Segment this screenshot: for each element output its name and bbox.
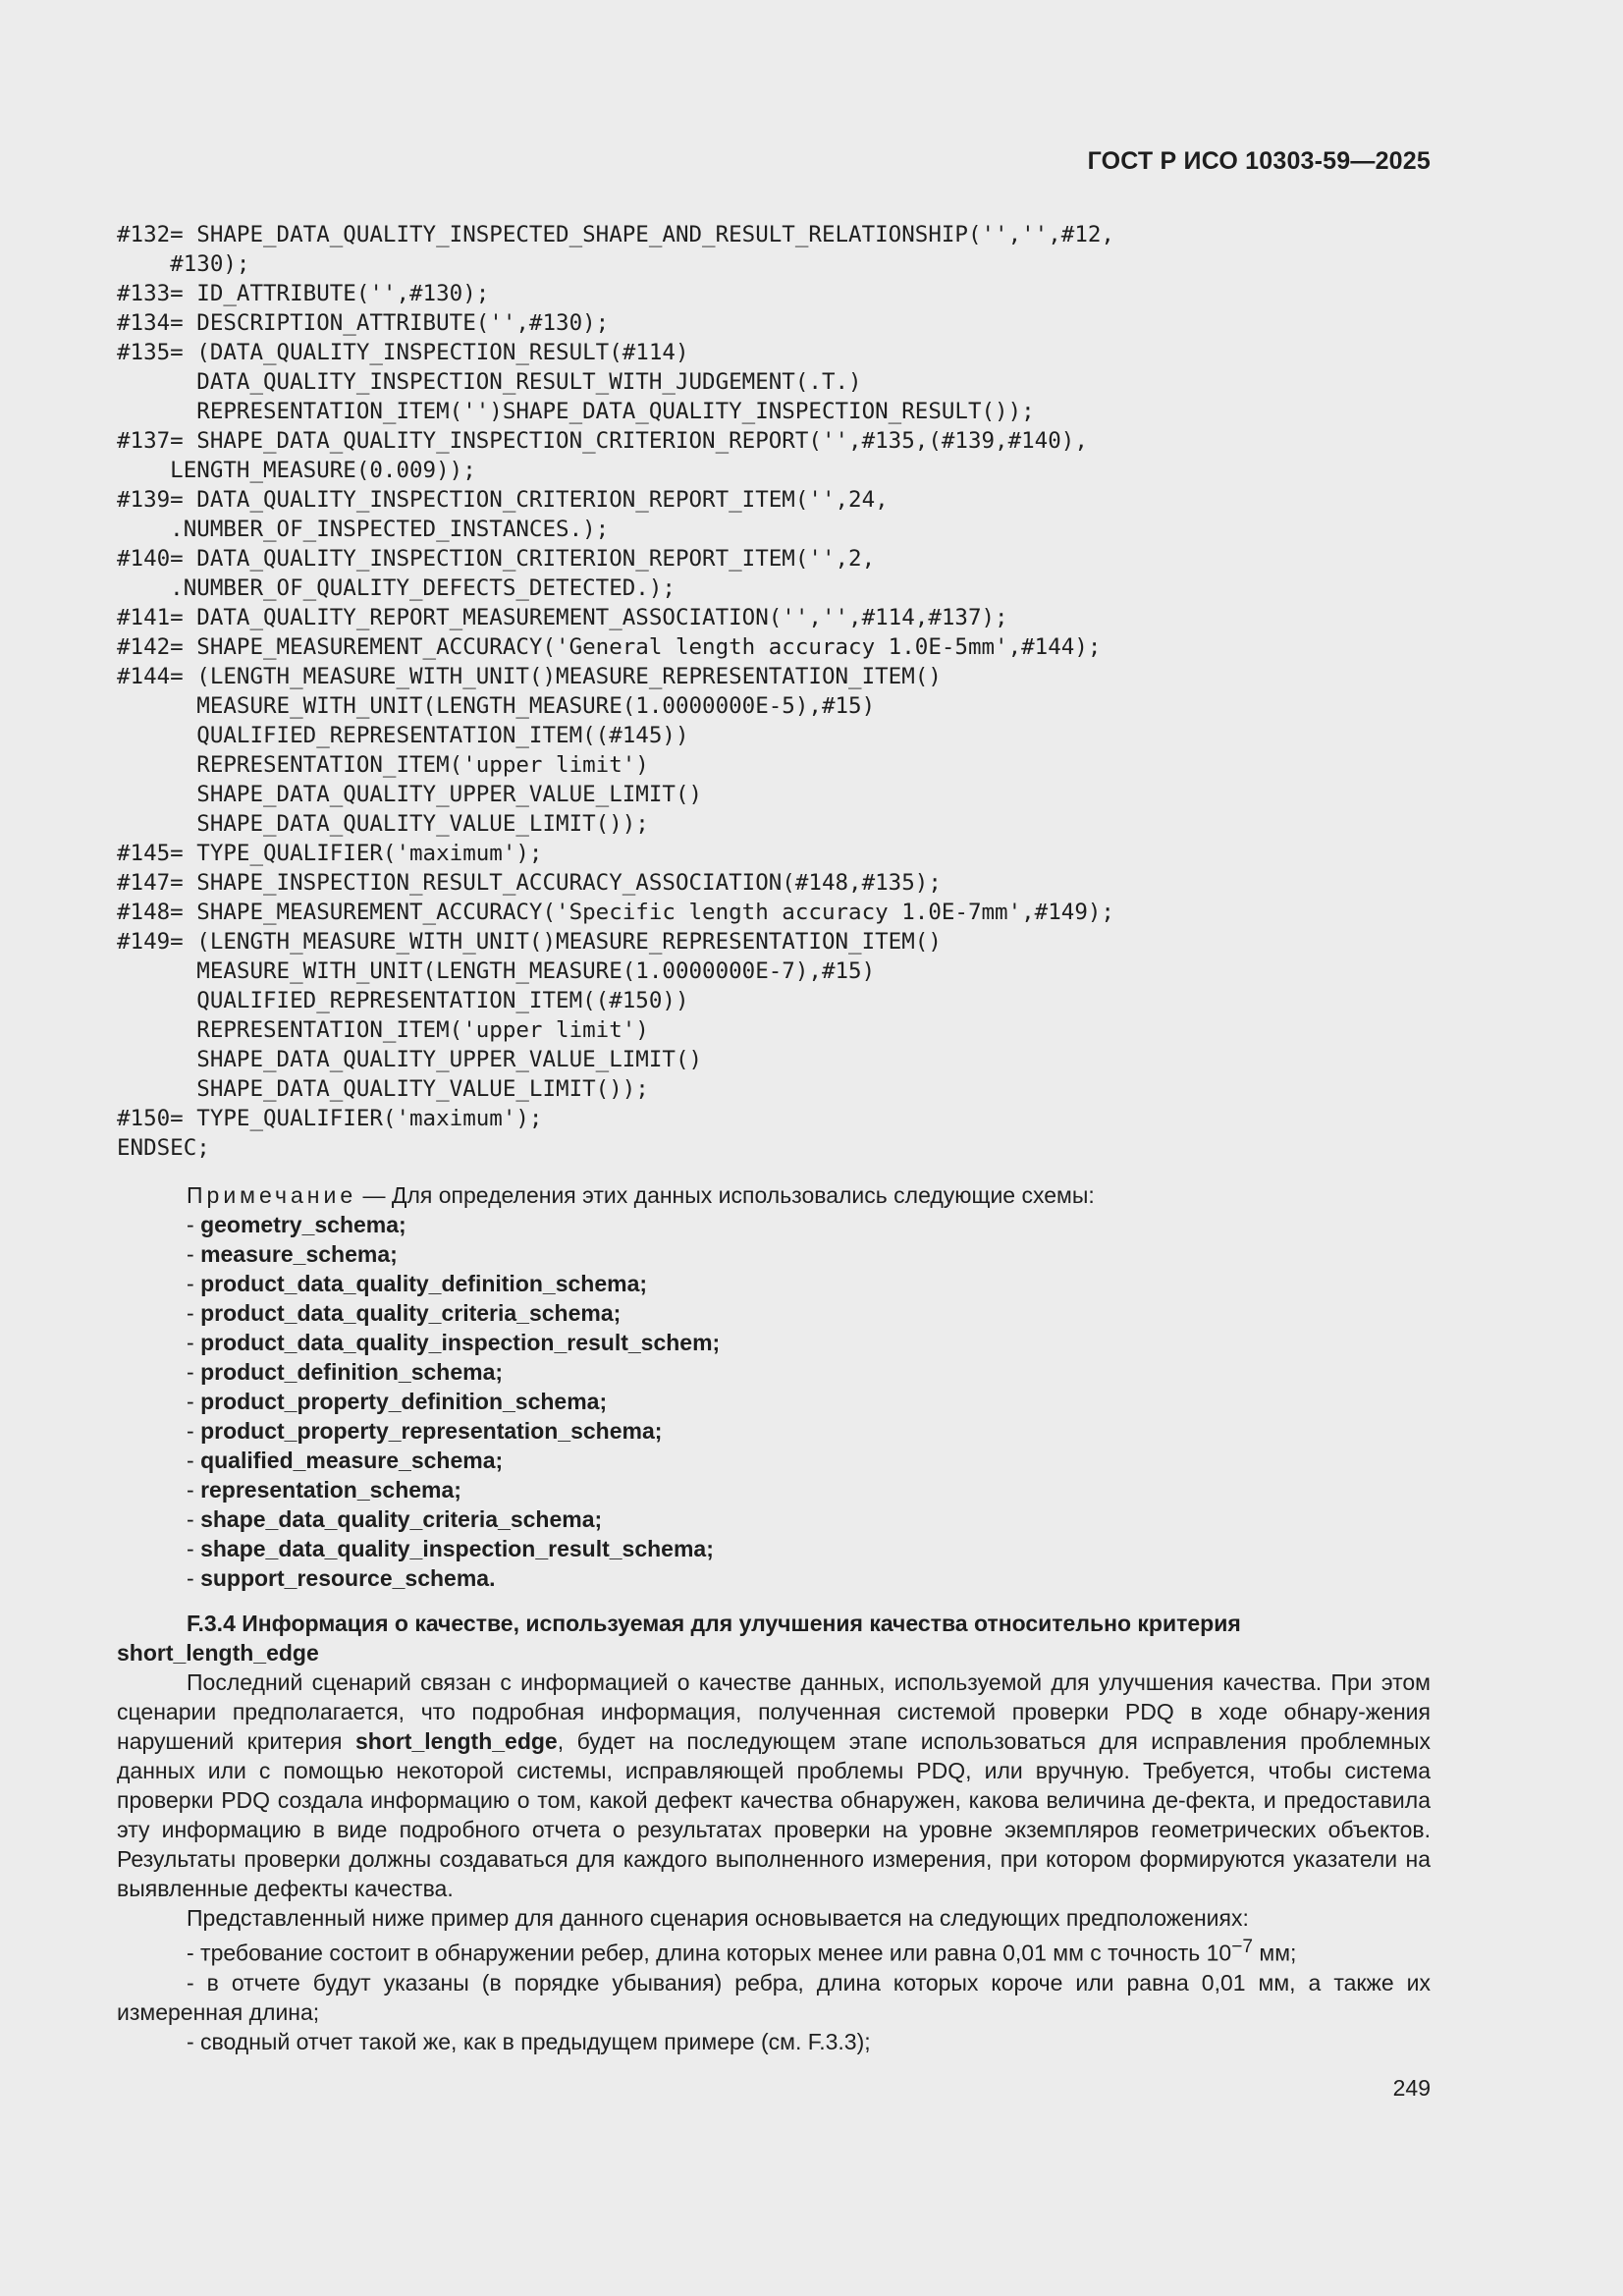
code-line: DATA_QUALITY_INSPECTION_RESULT_WITH_JUDGEMENT(.T.) <box>117 369 862 395</box>
schema-name: product_property_definition_schema; <box>200 1389 608 1414</box>
note-label: Примечание <box>187 1182 357 1208</box>
schema-name: product_data_quality_inspection_result_schem; <box>200 1330 721 1355</box>
code-line: #133= ID_ATTRIBUTE('',#130); <box>117 281 490 306</box>
assumption-text: мм; <box>1253 1940 1297 1966</box>
code-line: QUALIFIED_REPRESENTATION_ITEM((#150)) <box>117 988 689 1013</box>
code-line: #135= (DATA_QUALITY_INSPECTION_RESULT(#114) <box>117 340 689 365</box>
code-line: REPRESENTATION_ITEM('upper limit') <box>117 1017 649 1043</box>
section-f-3-4 <box>117 1609 1431 2056</box>
schema-list-item: - qualified_measure_schema; <box>187 1448 504 1473</box>
code-line: #130); <box>117 251 250 277</box>
code-line: #144= (LENGTH_MEASURE_WITH_UNIT()MEASURE_REPRESENTATION_ITEM() <box>117 664 942 689</box>
code-line: QUALIFIED_REPRESENTATION_ITEM((#145)) <box>117 723 689 748</box>
schema-list-item: - measure_schema; <box>187 1241 398 1267</box>
code-line: #149= (LENGTH_MEASURE_WITH_UNIT()MEASURE_REPRESENTATION_ITEM() <box>117 929 942 955</box>
code-line: #147= SHAPE_INSPECTION_RESULT_ACCURACY_ASSOCIATION(#148,#135); <box>117 870 942 896</box>
schema-list-item: - product_property_representation_schema; <box>187 1418 663 1444</box>
code-line: #137= SHAPE_DATA_QUALITY_INSPECTION_CRITERION_REPORT('',#135,(#139,#140), <box>117 428 1088 454</box>
paragraph-text: Последний сценарий связан с информацией о качестве данных, используемой для улучшения качества. При этом сценарии предполагается, что подробная информация, полученная системой проверки PDQ в ходе обнару-жения нарушений критерия <box>117 1669 1431 1754</box>
code-line: REPRESENTATION_ITEM('upper limit') <box>117 752 649 778</box>
step-file-code-listing <box>117 220 1114 1163</box>
schema-name: product_data_quality_criteria_schema; <box>200 1300 622 1326</box>
note-block <box>187 1180 1095 1593</box>
criterion-name: short_length_edge <box>354 1728 558 1754</box>
code-line: #139= DATA_QUALITY_INSPECTION_CRITERION_REPORT_ITEM('',24, <box>117 487 889 513</box>
section-title: F.3.4 Информация о качестве, используемая для улучшения качества относительно критерия short_length_edge <box>117 1611 1241 1666</box>
note-heading <box>187 1180 1095 1210</box>
schema-name: product_definition_schema; <box>200 1359 504 1385</box>
schema-list-item: - product_definition_schema; <box>187 1359 504 1385</box>
section-paragraph-2: Представленный ниже пример для данного сценария основывается на следующих предположениях: <box>187 1905 1249 1931</box>
code-line: SHAPE_DATA_QUALITY_UPPER_VALUE_LIMIT() <box>117 1047 703 1072</box>
code-line: .NUMBER_OF_QUALITY_DEFECTS_DETECTED.); <box>117 575 676 601</box>
schema-list-item: - product_data_quality_definition_schema; <box>187 1271 648 1296</box>
exponent: −7 <box>1231 1937 1254 1957</box>
schema-name: geometry_schema; <box>200 1212 406 1237</box>
assumption-text: - требование состоит в обнаружении ребер, длина которых менее или равна 0,01 мм с точность 10 <box>187 1940 1232 1966</box>
schema-name: representation_schema; <box>200 1477 461 1503</box>
assumption-item-3: - сводный отчет такой же, как в предыдущем примере (см. F.3.3); <box>187 2028 871 2054</box>
code-line: #150= TYPE_QUALIFIER('maximum'); <box>117 1106 543 1131</box>
schema-list-item: - product_data_quality_inspection_result_schem; <box>187 1330 721 1355</box>
schema-list-item: - product_data_quality_criteria_schema; <box>187 1300 622 1326</box>
schema-list-item: - product_property_definition_schema; <box>187 1389 608 1414</box>
page-number: 249 <box>1392 2075 1431 2101</box>
schema-list-item: - shape_data_quality_criteria_schema; <box>187 1506 603 1532</box>
document-header: ГОСТ Р ИСО 10303-59—2025 <box>1087 147 1431 175</box>
assumption-item-2: - в отчете будут указаны (в порядке убывания) ребра, длина которых короче или равна 0,01 мм, а также их измеренная длина; <box>117 1969 1431 2025</box>
note-text: — Для определения этих данных использовались следующие схемы: <box>356 1182 1095 1208</box>
code-line: #145= TYPE_QUALIFIER('maximum'); <box>117 841 543 866</box>
code-line: ENDSEC; <box>117 1135 210 1161</box>
schema-name: shape_data_quality_inspection_result_schema; <box>200 1536 714 1561</box>
code-line: #142= SHAPE_MEASUREMENT_ACCURACY('General length accuracy 1.0E-5mm',#144); <box>117 634 1102 660</box>
schema-name: support_resource_schema. <box>200 1565 496 1591</box>
schema-name: qualified_measure_schema; <box>200 1448 504 1473</box>
code-line: LENGTH_MEASURE(0.009)); <box>117 458 476 483</box>
schema-list-item: - shape_data_quality_inspection_result_schema; <box>187 1536 714 1561</box>
schema-name: product_property_representation_schema; <box>200 1418 663 1444</box>
code-line: .NUMBER_OF_INSPECTED_INSTANCES.); <box>117 517 610 542</box>
section-paragraph-1 <box>117 1667 1431 1903</box>
code-line: SHAPE_DATA_QUALITY_VALUE_LIMIT()); <box>117 1076 649 1102</box>
schema-name: product_data_quality_definition_schema; <box>200 1271 648 1296</box>
code-line: SHAPE_DATA_QUALITY_VALUE_LIMIT()); <box>117 811 649 837</box>
code-line: #134= DESCRIPTION_ATTRIBUTE('',#130); <box>117 310 610 336</box>
code-line: MEASURE_WITH_UNIT(LENGTH_MEASURE(1.0000000E-5),#15) <box>117 693 876 719</box>
code-line: #140= DATA_QUALITY_INSPECTION_CRITERION_REPORT_ITEM('',2, <box>117 546 876 572</box>
schema-name: measure_schema; <box>200 1241 398 1267</box>
schema-name: shape_data_quality_criteria_schema; <box>200 1506 603 1532</box>
schema-list-item: - geometry_schema; <box>187 1212 406 1237</box>
schema-list <box>187 1210 1095 1593</box>
assumption-item-1 <box>117 1933 1431 1968</box>
code-line: #148= SHAPE_MEASUREMENT_ACCURACY('Specific length accuracy 1.0E-7mm',#149); <box>117 900 1114 925</box>
schema-list-item: - representation_schema; <box>187 1477 461 1503</box>
paragraph-text: , будет на последующем этапе использоваться для исправления проблемных данных или с помощью некоторой системы, исправляющей проблемы PDQ, или вручную. Требуется, чтобы система проверки PDQ создала информацию о том, какой дефект качества обнаружен, какова величина де-фекта, и предоставила эту информацию в виде подробного отчета о результатах проверки на уровне экземпляров геометрических объектов. Результаты проверки должны создаваться для каждого выполненного измерения, при котором формируются указатели на выявленные дефекты качества. <box>117 1728 1431 1901</box>
code-line: #141= DATA_QUALITY_REPORT_MEASUREMENT_ASSOCIATION('','',#114,#137); <box>117 605 1008 630</box>
code-line: MEASURE_WITH_UNIT(LENGTH_MEASURE(1.0000000E-7),#15) <box>117 958 876 984</box>
code-line: SHAPE_DATA_QUALITY_UPPER_VALUE_LIMIT() <box>117 782 703 807</box>
code-line: REPRESENTATION_ITEM('')SHAPE_DATA_QUALITY_INSPECTION_RESULT()); <box>117 399 1035 424</box>
schema-list-item: - support_resource_schema. <box>187 1565 496 1591</box>
code-line: #132= SHAPE_DATA_QUALITY_INSPECTED_SHAPE_AND_RESULT_RELATIONSHIP('','',#12, <box>117 222 1114 247</box>
